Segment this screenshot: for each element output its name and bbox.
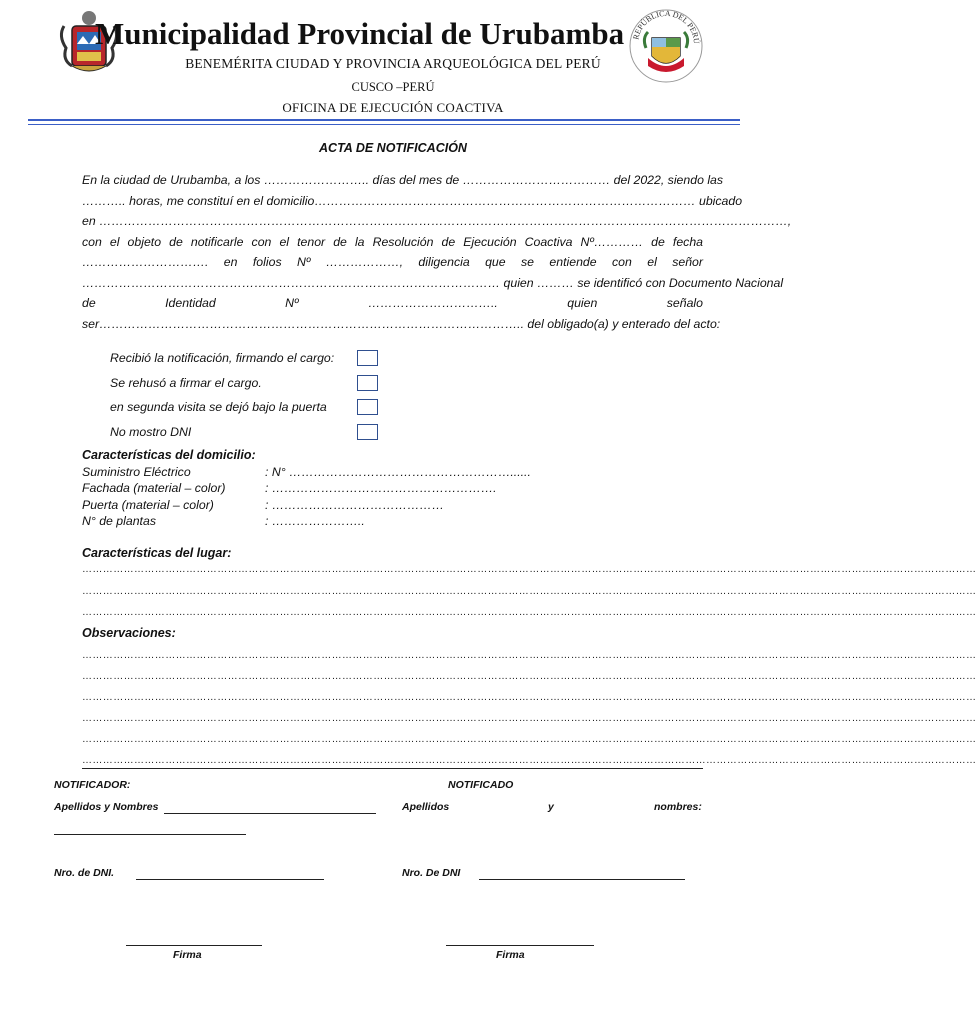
header-rule-thin (28, 124, 740, 125)
domicilio-value: : ………………….. (265, 514, 365, 528)
dni-right-label: Nro. De DNI (402, 867, 461, 879)
location: CUSCO –PERÚ (351, 80, 435, 94)
doc-heading: ACTA DE NOTIFICACIÓN (319, 141, 467, 155)
lugar-heading: Características del lugar: (82, 546, 232, 560)
dotted-line: …………………………………………………………………………………………………………………………………………………………………………………………………………………………………… (82, 650, 976, 661)
paragraph-line: ser………………………………………………………………………………………….. del obligado(a) y enterado del acto: (82, 317, 721, 331)
domicilio-heading: Características del domicilio: (82, 448, 256, 462)
option-checkbox[interactable] (357, 424, 378, 440)
dotted-line: …………………………………………………………………………………………………………………………………………………………………………………………………………………………………… (82, 564, 976, 575)
dotted-line: …………………………………………………………………………………………………………………………………………………………………………………………………………………………………… (82, 586, 976, 597)
option-label: No mostro DNI (110, 425, 192, 439)
apellidos-left-line-2[interactable] (54, 834, 246, 835)
option-checkbox[interactable] (357, 350, 378, 366)
paragraph-line: ………………………………………………………………………………………… quien ……… se identificó con Documento Nacional (82, 276, 784, 290)
domicilio-label: Suministro Eléctrico (82, 465, 191, 479)
paragraph-line: En la ciudad de Urubamba, a los …………………….. días del mes de ……………………………… del 2022, siendo las (82, 173, 724, 187)
dotted-line: …………………………………………………………………………………………………………………………………………………………………………………………………………………………………… (82, 734, 976, 745)
firma-left-line[interactable] (126, 945, 262, 946)
dotted-line: …………………………………………………………………………………………………………………………………………………………………………………………………………………………………… (82, 671, 976, 682)
domicilio-value: : ………………………………………………. (265, 481, 497, 495)
option-checkbox[interactable] (357, 375, 378, 391)
paragraph-line: ……….. horas, me constituí en el domicilio………………………………………………………………………………… ubicado (82, 194, 743, 208)
notificador-label: NOTIFICADOR: (54, 779, 131, 791)
section-rule (82, 768, 703, 769)
office-name: OFICINA DE EJECUCIÓN COACTIVA (282, 100, 504, 115)
dotted-line: …………………………………………………………………………………………………………………………………………………………………………………………………………………………………… (82, 692, 976, 703)
subtitle: BENEMÉRITA CIUDAD Y PROVINCIA ARQUEOLÓGICA DEL PERÚ (185, 56, 601, 71)
domicilio-label: N° de plantas (82, 514, 156, 528)
domicilio-label: Puerta (material – color) (82, 498, 214, 512)
paragraph-line: de Identidad Nº ………………………….. quien señalo (82, 296, 703, 310)
firma-left-label: Firma (173, 949, 202, 961)
dotted-line: …………………………………………………………………………………………………………………………………………………………………………………………………………………………………… (82, 713, 976, 724)
observaciones-heading: Observaciones: (82, 626, 176, 640)
option-label: Se rehusó a firmar el cargo. (110, 376, 262, 390)
page-title: Municipalidad Provincial de Urubamba (95, 16, 625, 51)
firma-right-line[interactable] (446, 945, 594, 946)
apellidos-left-label: Apellidos y Nombres (54, 801, 159, 813)
domicilio-value: : N° ………………………………………………...... (265, 465, 531, 479)
dotted-line: …………………………………………………………………………………………………………………………………………………………………………………………………………………………………… (82, 607, 976, 618)
svg-text:REPÚBLICA DEL PERÚ: REPÚBLICA DEL PERÚ (631, 8, 702, 45)
header-rule (28, 119, 740, 121)
notificado-label: NOTIFICADO (448, 779, 514, 791)
dni-left-label: Nro. de DNI. (54, 867, 115, 879)
peru-seal (628, 8, 704, 84)
paragraph-line: …………………………. en folios Nº ………………, diligencia que se entiende con el señor (82, 255, 703, 269)
domicilio-label: Fachada (material – color) (82, 481, 226, 495)
domicilio-value: : …………………………………… (265, 498, 444, 512)
apellidos-right-label: y (548, 801, 554, 813)
option-checkbox[interactable] (357, 399, 378, 415)
apellidos-right-label: nombres: (654, 801, 702, 813)
option-label: en segunda visita se dejó bajo la puerta (110, 400, 327, 414)
paragraph-line: con el objeto de notificarle con el tenor de la Resolución de Ejecución Coactiva Nº………… de fecha (82, 235, 703, 249)
firma-right-label: Firma (496, 949, 525, 961)
apellidos-left-line[interactable] (164, 813, 376, 814)
option-label: Recibió la notificación, firmando el cargo: (110, 351, 335, 365)
apellidos-right-label: Apellidos (402, 801, 450, 813)
paragraph-line: en ……………………………………………………………………………………………………………………………………………………, (82, 214, 792, 228)
dni-left-line[interactable] (136, 879, 324, 880)
dni-right-line[interactable] (479, 879, 685, 880)
dotted-line: …………………………………………………………………………………………………………………………………………………………………………………………………………………………………… (82, 755, 976, 766)
